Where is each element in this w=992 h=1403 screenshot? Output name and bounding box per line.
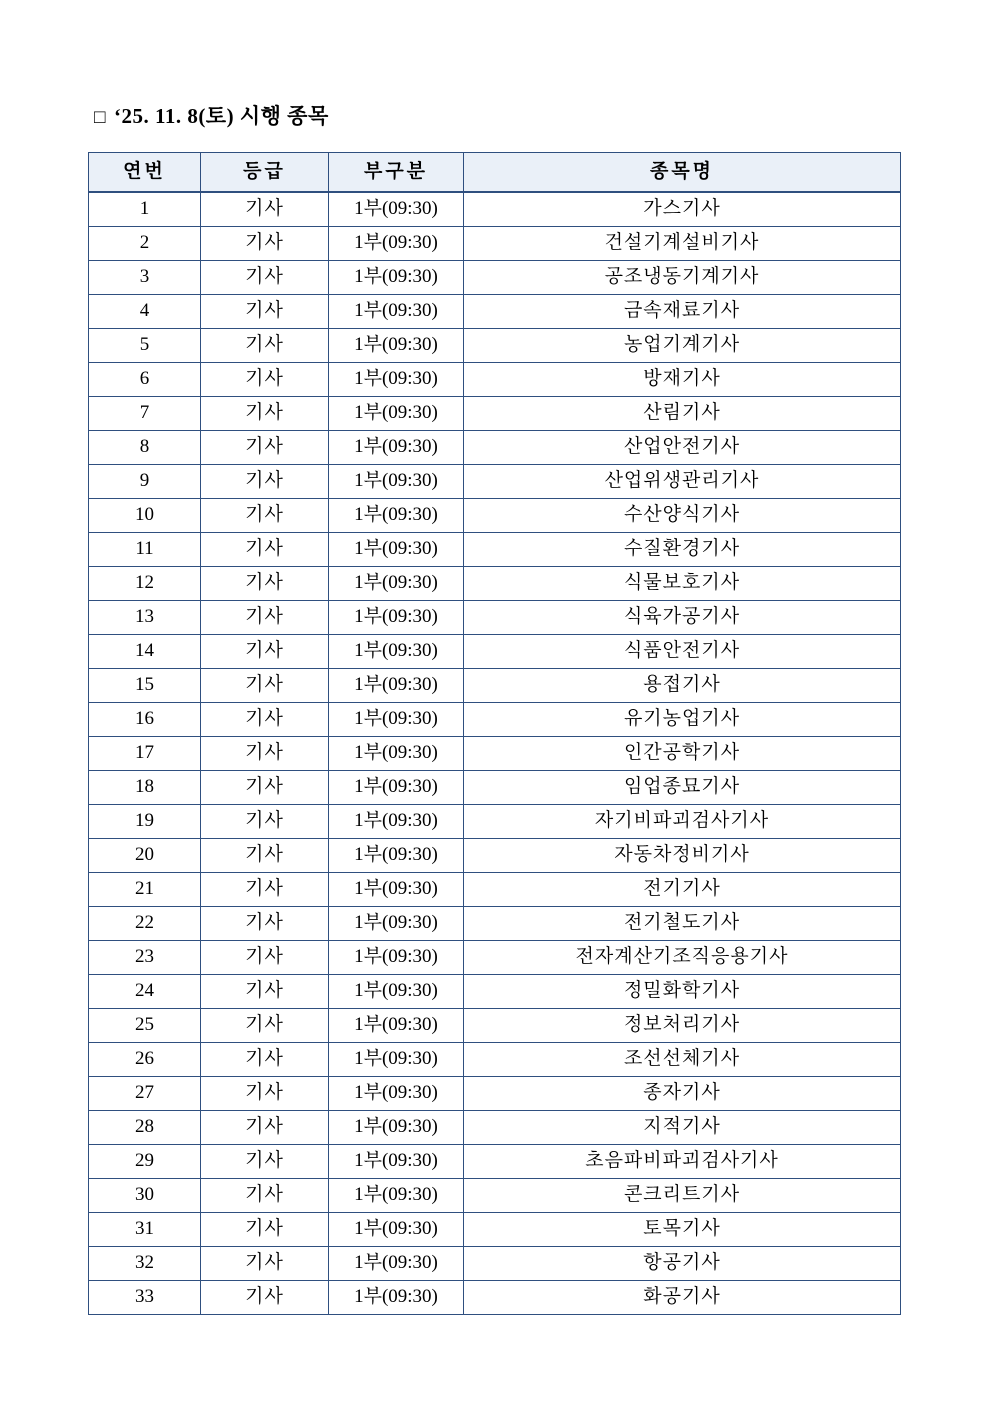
- cell-no: 14: [89, 635, 201, 669]
- cell-part: 1부(09:30): [329, 397, 464, 431]
- cell-grade: 기사: [201, 465, 329, 499]
- cell-part: 1부(09:30): [329, 295, 464, 329]
- cell-part: 1부(09:30): [329, 465, 464, 499]
- table-body: [89, 192, 901, 1315]
- table-row: [89, 465, 901, 499]
- cell-subject-name: 금속재료기사: [464, 295, 901, 329]
- cell-part: 1부(09:30): [329, 737, 464, 771]
- cell-subject-name: 농업기계기사: [464, 329, 901, 363]
- cell-part: 1부(09:30): [329, 1043, 464, 1077]
- cell-part: 1부(09:30): [329, 1111, 464, 1145]
- table-header-row: [89, 153, 901, 193]
- cell-part: 1부(09:30): [329, 1009, 464, 1043]
- column-header-part: 부구분: [329, 153, 464, 193]
- table-row: [89, 771, 901, 805]
- cell-subject-name: 건설기계설비기사: [464, 227, 901, 261]
- cell-part: 1부(09:30): [329, 873, 464, 907]
- cell-grade: 기사: [201, 329, 329, 363]
- cell-grade: 기사: [201, 295, 329, 329]
- cell-grade: 기사: [201, 771, 329, 805]
- cell-subject-name: 토목기사: [464, 1213, 901, 1247]
- table-row: [89, 873, 901, 907]
- cell-grade: 기사: [201, 227, 329, 261]
- column-header-no: 연번: [89, 153, 201, 193]
- table-row: [89, 567, 901, 601]
- cell-part: 1부(09:30): [329, 1213, 464, 1247]
- cell-grade: 기사: [201, 839, 329, 873]
- table-row: [89, 975, 901, 1009]
- table-row: [89, 737, 901, 771]
- table-row: [89, 601, 901, 635]
- cell-subject-name: 수질환경기사: [464, 533, 901, 567]
- cell-no: 11: [89, 533, 201, 567]
- table-row: [89, 805, 901, 839]
- table-row: [89, 397, 901, 431]
- cell-part: 1부(09:30): [329, 601, 464, 635]
- column-header-name: 종목명: [464, 153, 901, 193]
- table-row: [89, 669, 901, 703]
- cell-subject-name: 전기철도기사: [464, 907, 901, 941]
- cell-part: 1부(09:30): [329, 329, 464, 363]
- table-row: [89, 1145, 901, 1179]
- cell-grade: 기사: [201, 907, 329, 941]
- table-row: [89, 192, 901, 227]
- table-row: [89, 1247, 901, 1281]
- cell-grade: 기사: [201, 1111, 329, 1145]
- cell-subject-name: 임업종묘기사: [464, 771, 901, 805]
- cell-no: 10: [89, 499, 201, 533]
- cell-no: 15: [89, 669, 201, 703]
- cell-no: 27: [89, 1077, 201, 1111]
- cell-no: 31: [89, 1213, 201, 1247]
- cell-subject-name: 종자기사: [464, 1077, 901, 1111]
- cell-subject-name: 자기비파괴검사기사: [464, 805, 901, 839]
- cell-subject-name: 산업위생관리기사: [464, 465, 901, 499]
- cell-subject-name: 항공기사: [464, 1247, 901, 1281]
- cell-no: 4: [89, 295, 201, 329]
- cell-grade: 기사: [201, 737, 329, 771]
- table-row: [89, 1043, 901, 1077]
- cell-part: 1부(09:30): [329, 635, 464, 669]
- table-row: [89, 261, 901, 295]
- cell-no: 21: [89, 873, 201, 907]
- cell-no: 1: [89, 192, 201, 227]
- cell-no: 16: [89, 703, 201, 737]
- cell-part: 1부(09:30): [329, 363, 464, 397]
- table-row: [89, 363, 901, 397]
- cell-subject-name: 자동차정비기사: [464, 839, 901, 873]
- cell-part: 1부(09:30): [329, 805, 464, 839]
- cell-part: 1부(09:30): [329, 567, 464, 601]
- cell-grade: 기사: [201, 261, 329, 295]
- table-row: [89, 1179, 901, 1213]
- cell-part: 1부(09:30): [329, 431, 464, 465]
- cell-grade: 기사: [201, 533, 329, 567]
- cell-grade: 기사: [201, 805, 329, 839]
- cell-no: 13: [89, 601, 201, 635]
- cell-part: 1부(09:30): [329, 703, 464, 737]
- table-row: [89, 1281, 901, 1315]
- cell-no: 26: [89, 1043, 201, 1077]
- cell-no: 8: [89, 431, 201, 465]
- cell-subject-name: 정밀화학기사: [464, 975, 901, 1009]
- cell-part: 1부(09:30): [329, 907, 464, 941]
- cell-subject-name: 초음파비파괴검사기사: [464, 1145, 901, 1179]
- cell-subject-name: 정보처리기사: [464, 1009, 901, 1043]
- table-row: [89, 907, 901, 941]
- cell-part: 1부(09:30): [329, 975, 464, 1009]
- cell-subject-name: 공조냉동기계기사: [464, 261, 901, 295]
- cell-no: 17: [89, 737, 201, 771]
- cell-part: 1부(09:30): [329, 941, 464, 975]
- table-row: [89, 703, 901, 737]
- cell-grade: 기사: [201, 1043, 329, 1077]
- table-row: [89, 533, 901, 567]
- cell-part: 1부(09:30): [329, 1145, 464, 1179]
- cell-subject-name: 가스기사: [464, 192, 901, 227]
- cell-subject-name: 콘크리트기사: [464, 1179, 901, 1213]
- cell-grade: 기사: [201, 873, 329, 907]
- cell-part: 1부(09:30): [329, 499, 464, 533]
- cell-grade: 기사: [201, 1213, 329, 1247]
- cell-subject-name: 산업안전기사: [464, 431, 901, 465]
- table-row: [89, 635, 901, 669]
- cell-no: 24: [89, 975, 201, 1009]
- cell-no: 33: [89, 1281, 201, 1315]
- table-row: [89, 941, 901, 975]
- cell-no: 12: [89, 567, 201, 601]
- cell-no: 32: [89, 1247, 201, 1281]
- cell-grade: 기사: [201, 431, 329, 465]
- cell-grade: 기사: [201, 1009, 329, 1043]
- cell-grade: 기사: [201, 669, 329, 703]
- cell-no: 18: [89, 771, 201, 805]
- cell-subject-name: 수산양식기사: [464, 499, 901, 533]
- cell-part: 1부(09:30): [329, 771, 464, 805]
- cell-subject-name: 식품안전기사: [464, 635, 901, 669]
- table-row: [89, 839, 901, 873]
- cell-grade: 기사: [201, 499, 329, 533]
- cell-part: 1부(09:30): [329, 1179, 464, 1213]
- cell-subject-name: 전자계산기조직응용기사: [464, 941, 901, 975]
- table-row: [89, 1077, 901, 1111]
- cell-grade: 기사: [201, 601, 329, 635]
- cell-no: 29: [89, 1145, 201, 1179]
- cell-grade: 기사: [201, 192, 329, 227]
- cell-grade: 기사: [201, 1179, 329, 1213]
- cell-subject-name: 유기농업기사: [464, 703, 901, 737]
- cell-grade: 기사: [201, 1145, 329, 1179]
- table-row: [89, 295, 901, 329]
- table-row: [89, 329, 901, 363]
- table-row: [89, 227, 901, 261]
- table-row: [89, 1111, 901, 1145]
- cell-subject-name: 식물보호기사: [464, 567, 901, 601]
- cell-no: 23: [89, 941, 201, 975]
- cell-part: 1부(09:30): [329, 1281, 464, 1315]
- cell-part: 1부(09:30): [329, 261, 464, 295]
- cell-part: 1부(09:30): [329, 192, 464, 227]
- cell-grade: 기사: [201, 567, 329, 601]
- cell-grade: 기사: [201, 1077, 329, 1111]
- square-bullet-icon: □: [94, 107, 106, 128]
- cell-part: 1부(09:30): [329, 669, 464, 703]
- cell-subject-name: 전기기사: [464, 873, 901, 907]
- cell-grade: 기사: [201, 397, 329, 431]
- cell-part: 1부(09:30): [329, 533, 464, 567]
- table-header: [89, 153, 901, 193]
- cell-grade: 기사: [201, 941, 329, 975]
- cell-subject-name: 산림기사: [464, 397, 901, 431]
- cell-no: 28: [89, 1111, 201, 1145]
- page-title: [94, 100, 904, 130]
- cell-subject-name: 인간공학기사: [464, 737, 901, 771]
- cell-part: 1부(09:30): [329, 227, 464, 261]
- page-title-text: ‘25. 11. 8(토) 시행 종목: [113, 104, 329, 128]
- cell-grade: 기사: [201, 635, 329, 669]
- table-row: [89, 431, 901, 465]
- cell-no: 5: [89, 329, 201, 363]
- cell-subject-name: 지적기사: [464, 1111, 901, 1145]
- cell-grade: 기사: [201, 363, 329, 397]
- cell-part: 1부(09:30): [329, 1247, 464, 1281]
- cell-grade: 기사: [201, 975, 329, 1009]
- cell-grade: 기사: [201, 1281, 329, 1315]
- cell-no: 3: [89, 261, 201, 295]
- cell-grade: 기사: [201, 703, 329, 737]
- cell-subject-name: 화공기사: [464, 1281, 901, 1315]
- cell-part: 1부(09:30): [329, 1077, 464, 1111]
- cell-no: 9: [89, 465, 201, 499]
- cell-subject-name: 식육가공기사: [464, 601, 901, 635]
- cell-no: 7: [89, 397, 201, 431]
- cell-no: 2: [89, 227, 201, 261]
- cell-no: 25: [89, 1009, 201, 1043]
- cell-no: 6: [89, 363, 201, 397]
- cell-subject-name: 용접기사: [464, 669, 901, 703]
- cell-subject-name: 방재기사: [464, 363, 901, 397]
- cell-no: 20: [89, 839, 201, 873]
- cell-subject-name: 조선선체기사: [464, 1043, 901, 1077]
- cell-no: 19: [89, 805, 201, 839]
- exam-schedule-table: [88, 152, 901, 1315]
- table-row: [89, 499, 901, 533]
- table-row: [89, 1009, 901, 1043]
- table-row: [89, 1213, 901, 1247]
- cell-part: 1부(09:30): [329, 839, 464, 873]
- cell-no: 22: [89, 907, 201, 941]
- cell-grade: 기사: [201, 1247, 329, 1281]
- cell-no: 30: [89, 1179, 201, 1213]
- column-header-grade: 등급: [201, 153, 329, 193]
